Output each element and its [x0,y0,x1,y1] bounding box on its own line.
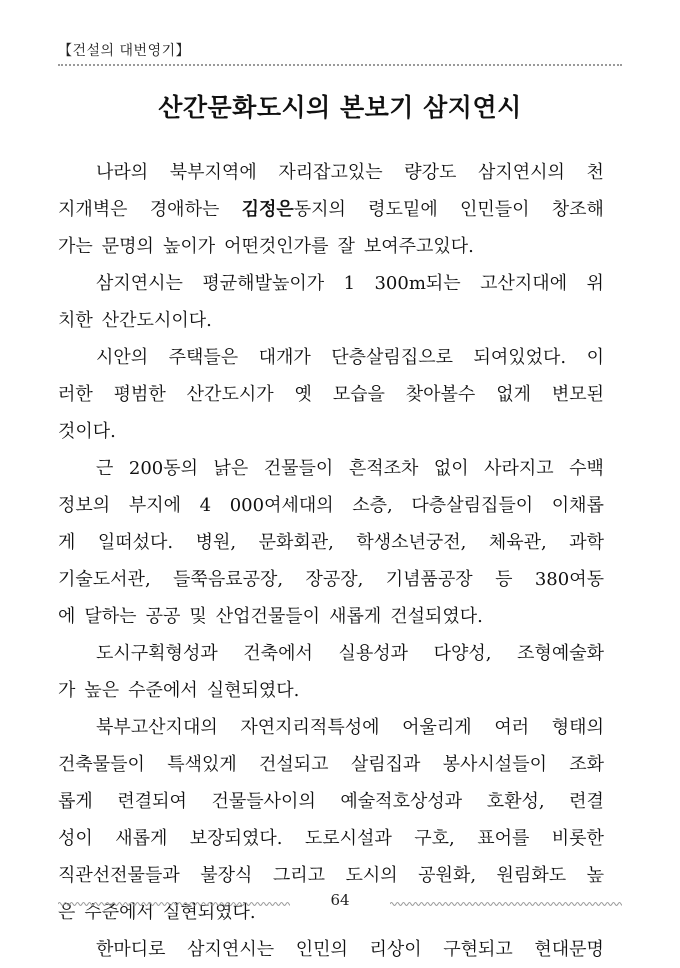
word: 흔적조차 [348,458,419,479]
word: 가 [58,680,76,701]
word: 건축물들이 [58,754,145,775]
paragraph-line [58,154,604,191]
paragraph-line [58,339,604,376]
paragraph-line [58,746,604,783]
word: 낡은 [213,458,249,479]
word: 현대문명 [534,939,604,960]
paragraph-line [58,524,604,561]
word: 높은 [84,680,120,701]
word: 380여동 [534,569,604,590]
word: 게 [58,532,76,553]
word: 학생소년궁전, [356,532,467,553]
word: 원림화도 [496,865,567,886]
footer-wave-ornament-right [390,901,622,907]
word: 구현되고 [443,939,513,960]
word: 새롭게 [115,828,168,849]
paragraph-line [58,191,604,228]
word [242,191,346,228]
word: 새롭게 [329,606,382,627]
word: 북부고산지대의 [96,717,218,738]
word: 및 [189,606,207,627]
article-title: 산간문화도시의 본보기 삼지연시 [158,93,522,122]
word: 실현되였다. [206,680,300,701]
word: 과학 [569,532,604,553]
paragraph-line [58,450,604,487]
page-number: 64 [330,891,350,909]
article-body [58,154,604,968]
paragraph-line [58,783,604,820]
word: 이 [586,347,604,368]
paragraph-line [58,672,604,709]
word: 300m되는 [374,273,461,294]
word: 특색있게 [167,754,237,775]
word: 인민들이 [459,199,530,220]
word-suffix: 동지의 [293,199,346,220]
word: 치한 [58,310,93,331]
word: 모습을 [332,384,385,405]
word: 보장되였다. [189,828,283,849]
word: 련결되여 [117,791,187,812]
paragraph-line [58,265,604,302]
paragraph-line [58,820,604,857]
word: 북부지역에 [169,162,257,183]
word: 수준에서 [128,680,198,701]
word: 기념품공장 [385,569,473,590]
word: 지개벽은 [58,199,128,220]
word: 등 [495,569,513,590]
word: 삼지연시는 [187,939,275,960]
word: 어떤것인가를 [224,236,329,257]
word: 건설되고 [259,754,329,775]
paragraph-line [58,228,604,265]
word: 자리잡고있는 [278,162,383,183]
word: 조화 [569,754,604,775]
paragraph-line [58,376,604,413]
word: 호환성, [486,791,545,812]
word: 러한 [58,384,93,405]
word: 정보의 [58,495,111,516]
word: 조형예술화 [517,643,604,664]
word: 위 [586,273,604,294]
word: 되여있었다. [473,347,567,368]
word: 기술도서관, [58,569,151,590]
word: 000여세대의 [229,495,334,516]
word: 다양성, [433,643,492,664]
word: 산업건물들이 [215,606,321,627]
word: 이채롭 [551,495,604,516]
word: 달하는 [84,606,137,627]
word: 구호, [414,828,455,849]
word: 련결 [569,791,604,812]
word: 그리고 [272,865,326,886]
word: 고산지대에 [480,273,568,294]
word: 사라지고 [484,458,554,479]
word: 들쭉음료공장, [173,569,284,590]
word: 문화회관, [258,532,334,553]
word: 살림집과 [350,754,421,775]
word: 높 [586,865,604,886]
word: 장공장, [305,569,364,590]
word: 4 [199,495,212,516]
word: 부지에 [128,495,181,516]
word: 공공 [145,606,181,627]
word: 변모된 [551,384,604,405]
word: 체육관, [488,532,547,553]
paragraph-line [58,413,604,450]
word: 성이 [58,828,93,849]
word: 다층살림집들이 [411,495,534,516]
paragraph-line [58,598,604,635]
word: 예술적호상성과 [340,791,463,812]
word: 나라의 [96,162,149,183]
header-dotted-rule [58,64,622,66]
word: 근 [96,458,114,479]
paragraph-line [58,709,604,746]
word: 일떠섰다. [97,532,174,553]
word: 건설되였다. [390,606,483,627]
word: 주택들은 [168,347,239,368]
paragraph-line [58,931,604,968]
word: 도시구획형성과 [96,643,218,664]
word: 롭게 [58,791,93,812]
word: 에 [58,606,76,627]
word: 공원화, [418,865,477,886]
word: 산간도시가 [186,384,274,405]
word: 높이가 [162,236,216,257]
word: 건물들사이의 [211,791,316,812]
word: 경애하는 [149,199,220,220]
word: 것이다. [58,421,116,442]
word: 량강도 [404,162,457,183]
word: 은 [58,902,76,923]
word: 단층살림집으로 [331,347,453,368]
running-header: 【건설의 대번영기】 [58,43,191,59]
word: 도시의 [345,865,398,886]
word: 도로시설과 [304,828,392,849]
paragraph-line [58,487,604,524]
word: 찾아볼수 [405,384,476,405]
word: 200동의 [128,458,199,479]
word: 건축에서 [243,643,313,664]
word: 표어를 [477,828,530,849]
word: 병원, [195,532,237,553]
paragraph-line [58,561,604,598]
word: 삼지연시는 [96,273,183,294]
word: 없이 [433,458,469,479]
word: 창조해 [551,199,604,220]
word: 인민의 [295,939,348,960]
page-footer [58,891,622,913]
word: 없게 [496,384,531,405]
word: 수준에서 [84,902,154,923]
word: 어울리게 [402,717,472,738]
word: 잘 [337,236,355,257]
word: 여러 [494,717,530,738]
word: 문명의 [101,236,154,257]
word: 리상이 [369,939,422,960]
word: 령도밑에 [368,199,438,220]
word: 한마디로 [96,939,166,960]
paragraph-line [58,635,604,672]
word: 실현되였다. [162,902,256,923]
word: 형태의 [551,717,604,738]
word: 자연지리적특성에 [240,717,380,738]
word: 불장식 [200,865,253,886]
word: 봉사시설들이 [442,754,547,775]
word: 건물들이 [263,458,334,479]
word: 천 [586,162,604,183]
word: 보여주고있다. [363,236,474,257]
word: 가는 [58,236,93,257]
paragraph-line [58,302,604,339]
word: 평균해발높이가 [202,273,325,294]
word: 평범한 [113,384,166,405]
word: 1 [343,273,356,294]
word: 삼지연시의 [478,162,565,183]
word: 수백 [569,458,604,479]
word: 비롯한 [551,828,604,849]
leader-name: 김정은 [241,199,294,220]
word: 실용성과 [338,643,408,664]
paragraph-line [58,857,604,894]
word: 옛 [294,384,312,405]
word: 산간도시이다. [101,310,212,331]
word: 시안의 [96,347,149,368]
word: 대개가 [258,347,311,368]
word: 소층, [352,495,393,516]
word: 직관선전물들과 [58,865,180,886]
